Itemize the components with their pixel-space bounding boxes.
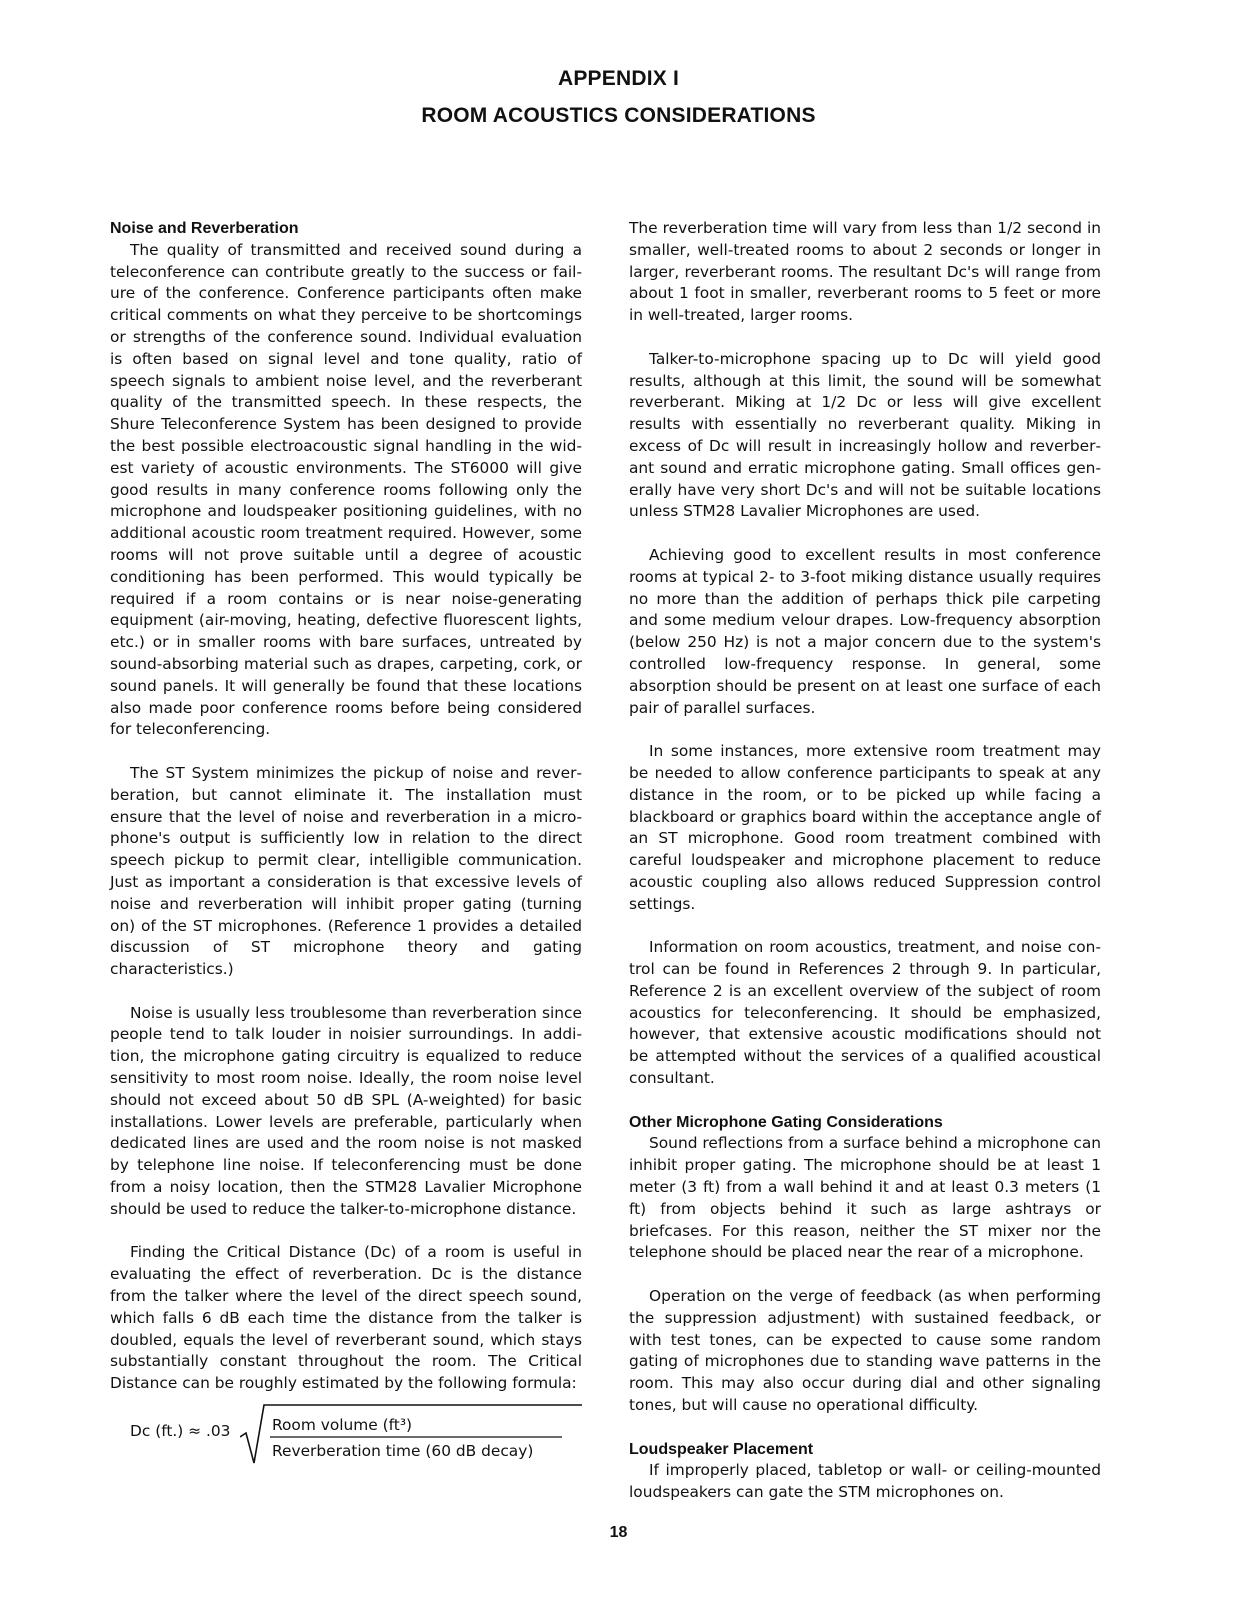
page-number: 18 — [609, 1524, 628, 1541]
paragraph: The quality of transmitted and received sound during a teleconference can contribute greatly to the success or failure of the conference. Conference participants often make critical comments on what they perceive to be shortcomings or strengths of the conference sound. Individual evaluation is often based on signal level and tone quality, ratio of speech signals to ambient noise level, and the reverberant quality of the transmitted speech. In these respects, the Shure Teleconference System has been designed to provide the best possible electroacoustic signal handling in the widest variety of acoustic environments. The ST6000 will give good results in many conference rooms following only the microphone and loudspeaker positioning guidelines, with no additional acoustic room treatment required. However, some rooms will not prove suitable until a degree of acoustic conditioning has been performed. This would typically be required if a room contains or is near noise-generating equipment (air-moving, heating, defective fluorescent lights, etc.) or in smaller rooms with bare surfaces, untreated by sound-absorbing material such as drapes, carpeting, cork, or sound panels. It will generally be found that these locations also made poor conference rooms before being considered for teleconferencing. — [110, 240, 582, 739]
paragraph: Talker-to-microphone spacing up to Dc will yield good results, although at this limit, the sound will be somewhat reverberant. Miking at 1/2 Dc or less will give excellent results with essentially no reverberant quality. Miking in excess of Dc will result in increasingly hollow and reverberant sound and erratic microphone gating. Small offices generally have very short Dc's and will not be suitable locations unless STM28 Lavalier Microphones are used. — [629, 349, 1101, 521]
paragraph: The reverberation time will vary from less than 1/2 second in smaller, well-treated rooms to about 2 seconds or longer in larger, reverberant rooms. The resultant Dc's will range from about 1 foot in smaller, reverberant rooms to 5 feet or more in well-treated, larger rooms. — [629, 219, 1101, 325]
paragraph: If improperly placed, tabletop or wall- or ceiling-mounted loudspeakers can gate the STM microphones on. — [629, 1461, 1101, 1502]
paragraph: Information on room acoustics, treatment, and noise control can be found in References 2 through 9. In particular, Reference 2 is an excellent overview of the subject of room acoustics for teleconferencing. It should be emphasized, however, that extensive acoustic modifications should not be attempted without the services of a qualified acoustical consultant. — [629, 938, 1101, 1088]
appendix-title: APPENDIX I — [557, 67, 680, 90]
section-heading-noise-reverberation: Noise and Reverberation — [110, 220, 299, 237]
paragraph: Finding the Critical Distance (Dc) of a room is useful in evaluating the effect of reverberation. Dc is the distance from the talker where the level of the direct speech sound, which falls 6 dB each time the distance from the talker is doubled, equals the level of reverberant sound, which stays substantially constant throughout the room. The Critical Distance can be roughly estimated by the following formula: — [110, 1243, 582, 1393]
section-heading-loudspeaker: Loudspeaker Placement — [629, 1440, 814, 1458]
paragraph: In some instances, more extensive room treatment may be needed to allow conference participants to speak at any distance in the room, or to be picked up while facing a blackboard or graphics board within the acceptance angle of an ST microphone. Good room treatment combined with careful loudspeaker and microphone placement to reduce acoustic coupling also allows reduced Suppression control settings. — [629, 742, 1101, 913]
paragraph: Operation on the verge of feedback (as when performing the suppression adjustment) with sustained feedback, or with test tones, can be expected to cause some random gating of microphones due to standing wave patterns in the room. This may also occur during dial and other signaling tones, but will cause no operational difficulty. — [629, 1287, 1101, 1415]
appendix-subtitle: ROOM ACOUSTICS CONSIDERATIONS — [421, 104, 816, 127]
left-column — [110, 218, 582, 1471]
paragraph: Sound reflections from a surface behind a microphone can inhibit proper gating. The microphone should be at least 1 meter (3 ft) from a wall behind it and at least 0.3 meters (1 ft) from objects behind it such as large ashtrays or briefcases. For this reason, neither the ST mixer nor the telephone should be placed near the rear of a microphone. — [629, 1134, 1101, 1262]
formula-lhs: Dc (ft.) ≈ .03 — [130, 1422, 231, 1441]
paragraph: The ST System minimizes the pickup of noise and reverberation, but cannot eliminate it. The installation must ensure that the level of noise and reverberation in a microphone's output is sufficiently low in relation to the direct speech pickup to permit clear, intelligible communication. Just as important a consideration is that excessive levels of noise and reverberation will inhibit proper gating (turning on) of the ST microphones. (Reference 1 provides a detailed discussion of ST microphone theory and gating characteristics.) — [110, 763, 582, 979]
paragraph: Noise is usually less troublesome than reverberation since people tend to talk louder in noisier surroundings. In addition, the microphone gating circuitry is equalized to reduce sensitivity to most room noise. Ideally, the room noise level should not exceed about 50 dB SPL (A-weighted) for basic installations. Lower levels are preferable, particularly when dedicated lines are used and the room noise is not masked by telephone line noise. If teleconferencing must be done from a noisy location, then the STM28 Lavalier Microphone should be used to reduce the talker-to-microphone distance. — [110, 1003, 582, 1218]
formula-numerator: Room volume (ft³) — [272, 1416, 412, 1435]
formula-denominator: Reverberation time (60 dB decay) — [272, 1442, 534, 1461]
critical-distance-formula — [110, 1401, 582, 1471]
right-column — [629, 218, 1101, 1526]
paragraph: Achieving good to excellent results in most conference rooms at typical 2- to 3-foot miking distance usually requires no more than the addition of perhaps thick pile carpeting and some medium velour drapes. Low-frequency absorption (below 250 Hz) is not a major concern due to the system's controlled low-frequency response. In general, some absorption should be present on at least one surface of each pair of parallel surfaces. — [629, 545, 1101, 717]
section-heading-gating: Other Microphone Gating Considerations — [629, 1113, 943, 1131]
